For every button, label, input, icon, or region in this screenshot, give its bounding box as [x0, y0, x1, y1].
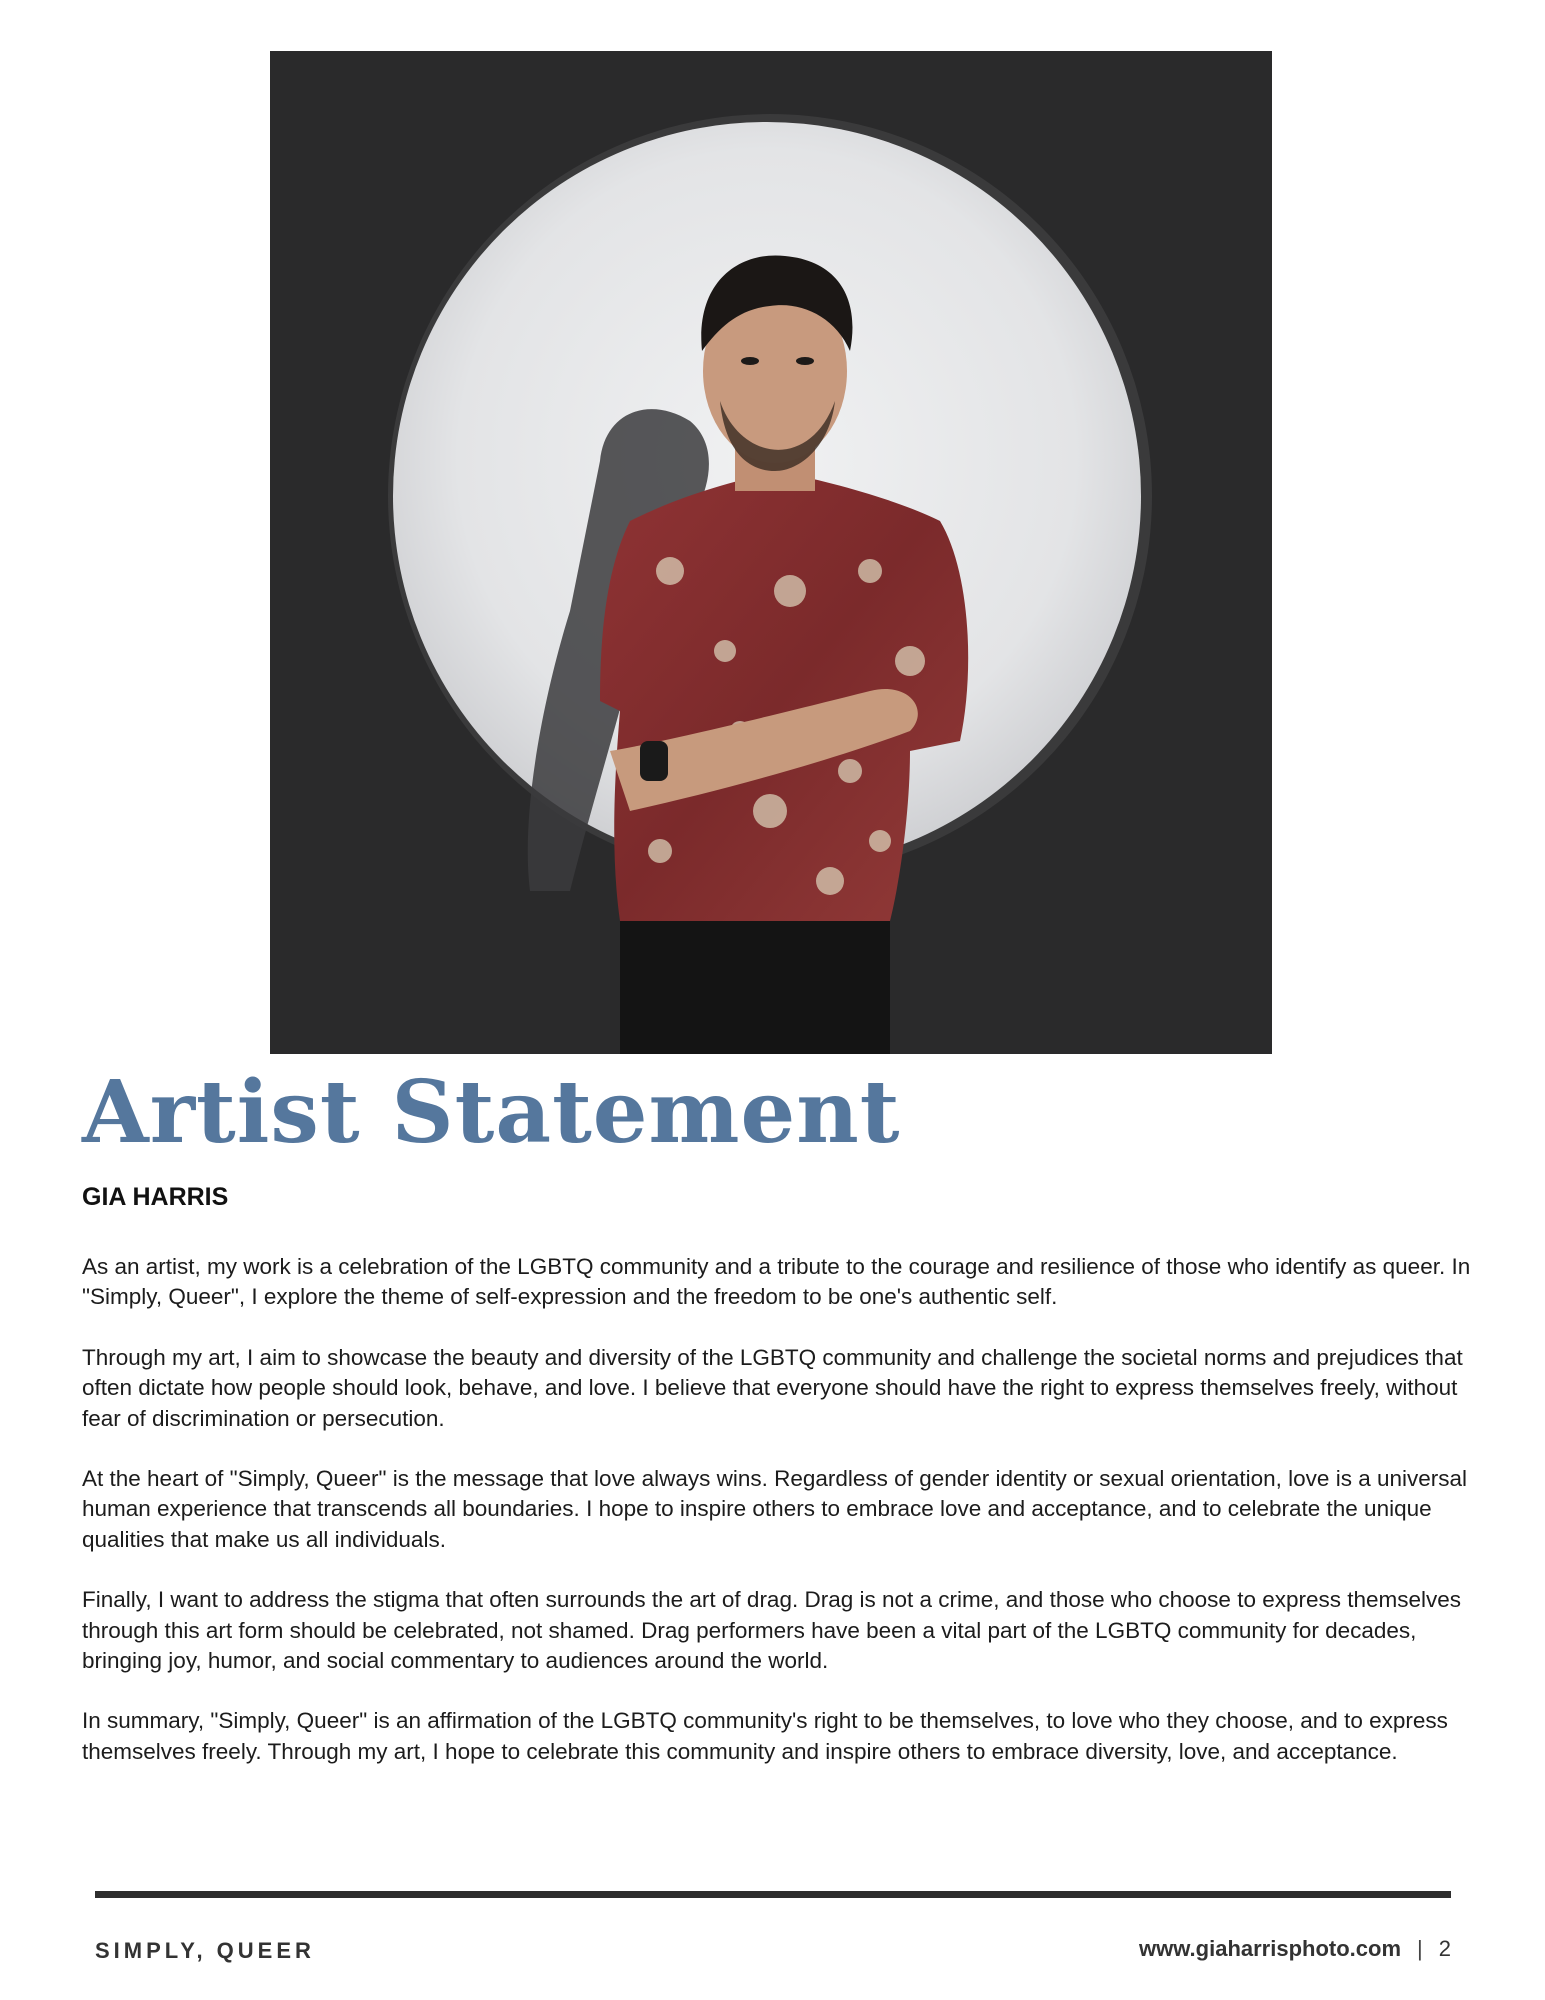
statement-body	[82, 1252, 1482, 1797]
publication-name: SIMPLY, QUEER	[95, 1938, 315, 1963]
paragraph: As an artist, my work is a celebration of the LGBTQ community and a tribute to the courage and resilience of those who identify as queer. In "Simply, Queer", I explore the theme of self-expression and the freedom to be one's authentic self.	[82, 1254, 1471, 1310]
footer-meta	[1139, 1936, 1451, 1962]
paragraph: Finally, I want to address the stigma that often surrounds the art of drag. Drag is not a crime, and those who choose to express themselves through this art form should be celebrated, not shamed. Drag performers have been a vital part of the LGBTQ community for decades, bringing joy, humor, and social commentary to audiences around the world.	[82, 1587, 1462, 1674]
website-link[interactable]: www.giaharrisphoto.com	[1139, 1936, 1402, 1961]
page-title: Artist Statement	[82, 1062, 901, 1163]
paragraph: Through my art, I aim to showcase the beauty and diversity of the LGBTQ community and challenge the societal norms and prejudices that often dictate how people should look, behave, and love. I believe that everyone should have the right to express themselves freely, without fear of discrimination or persecution.	[82, 1344, 1463, 1431]
portrait-photo	[270, 51, 1272, 1054]
paragraph: At the heart of "Simply, Queer" is the message that love always wins. Regardless of gender identity or sexual orientation, love is a universal human experience that transcends all boundaries. I hope to inspire others to embrace love and acceptance, and to celebrate the unique qualities that make us all individuals.	[82, 1466, 1468, 1552]
footer-separator: |	[1417, 1936, 1423, 1961]
author-name: GIA HARRIS	[82, 1183, 229, 1211]
paragraph: In summary, "Simply, Queer" is an affirmation of the LGBTQ community's right to be themselves, to love who they choose, and to express themselves freely. Through my art, I hope to celebrate this community and inspire others to embrace diversity, love, and acceptance.	[82, 1708, 1448, 1764]
page-number: 2	[1438, 1936, 1451, 1961]
portrait-illustration	[270, 51, 1272, 1054]
footer-divider	[95, 1891, 1451, 1898]
